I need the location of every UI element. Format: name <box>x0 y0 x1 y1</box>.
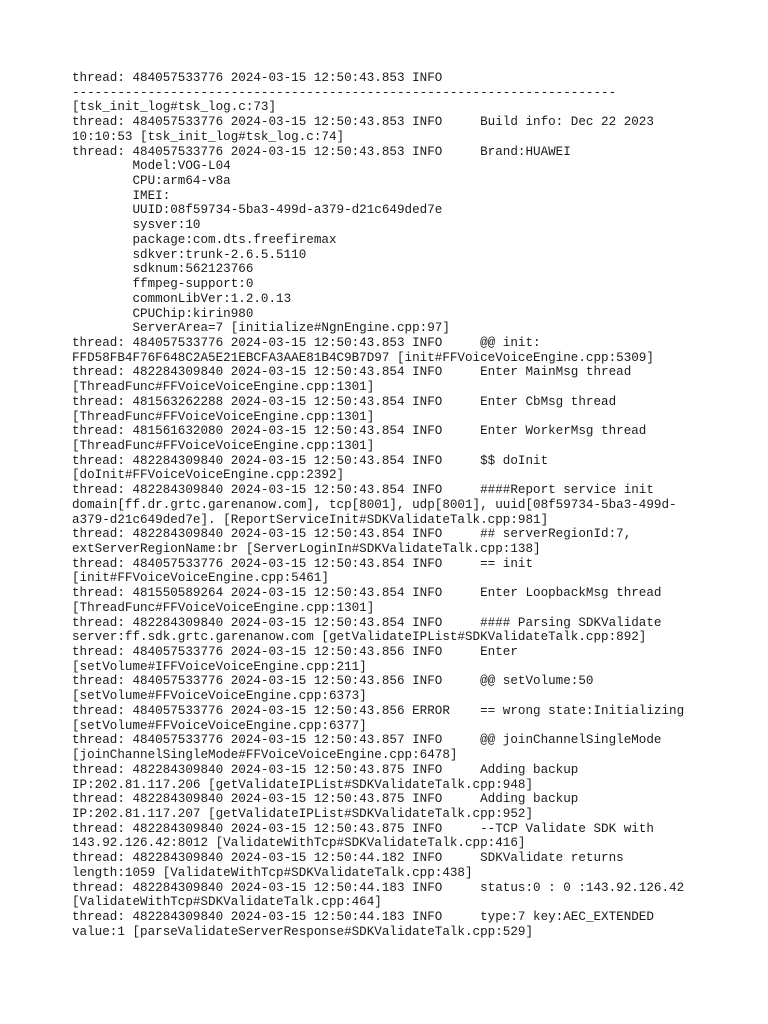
log-line: thread: 484057533776 2024-03-15 12:50:43.854 INFO == init <box>72 556 534 571</box>
log-line: thread: 481563262288 2024-03-15 12:50:43.854 INFO Enter CbMsg thread <box>72 394 617 409</box>
log-line: [tsk_init_log#tsk_log.c:73] <box>72 100 277 115</box>
log-line: ffmpeg-support:0 <box>72 277 254 292</box>
log-line: thread: 482284309840 2024-03-15 12:50:44.183 INFO type:7 key:AEC_EXTENDED <box>72 909 654 924</box>
log-line: thread: 482284309840 2024-03-15 12:50:43.875 INFO --TCP Validate SDK with <box>72 821 654 836</box>
log-line: package:com.dts.freefiremax <box>72 232 337 247</box>
log-line: thread: 484057533776 2024-03-15 12:50:43.856 INFO @@ setVolume:50 <box>72 674 594 689</box>
log-line: extServerRegionName:br [ServerLoginIn#SDKValidateTalk.cpp:138] <box>72 542 541 556</box>
log-line: thread: 481550589264 2024-03-15 12:50:43.854 INFO Enter LoopbackMsg thread <box>72 586 662 601</box>
log-line: [ValidateWithTcp#SDKValidateTalk.cpp:464] <box>72 895 382 910</box>
log-text-block <box>72 71 762 954</box>
log-line: [ThreadFunc#FFVoiceVoiceEngine.cpp:1301] <box>72 380 375 395</box>
log-line: thread: 482284309840 2024-03-15 12:50:44.182 INFO SDKValidate returns <box>72 851 624 866</box>
log-line: [setVolume#IFFVoiceVoiceEngine.cpp:211] <box>72 659 367 674</box>
log-line: thread: 482284309840 2024-03-15 12:50:43.854 INFO Enter MainMsg thread <box>72 365 632 380</box>
log-line: IMEI: <box>72 188 171 203</box>
log-line: thread: 482284309840 2024-03-15 12:50:44.183 INFO status:0 : 0 :143.92.126.42 <box>72 880 685 895</box>
log-line: sdknum:562123766 <box>72 262 254 277</box>
log-line: [joinChannelSingleMode#FFVoiceVoiceEngine.cpp:6478] <box>72 748 458 763</box>
log-line: a379-d21c649ded7e]. [ReportServiceInit#SDKValidateTalk.cpp:981] <box>72 512 549 527</box>
log-line: thread: 482284309840 2024-03-15 12:50:43.875 INFO Adding backup <box>72 762 579 777</box>
log-line <box>72 939 762 954</box>
log-line: sysver:10 <box>72 218 201 233</box>
log-line: thread: 482284309840 2024-03-15 12:50:43.875 INFO Adding backup <box>72 792 579 807</box>
log-line: thread: 484057533776 2024-03-15 12:50:43.857 INFO @@ joinChannelSingleMode <box>72 733 662 748</box>
log-line: Model:VOG-L04 <box>72 159 231 174</box>
log-line: 143.92.126.42:8012 [ValidateWithTcp#SDKValidateTalk.cpp:416] <box>72 836 526 851</box>
log-line: 10:10:53 [tsk_init_log#tsk_log.c:74] <box>72 129 345 144</box>
log-line: server:ff.sdk.grtc.garenanow.com [getValidateIPList#SDKValidateTalk.cpp:892] <box>72 630 647 645</box>
log-line: thread: 484057533776 2024-03-15 12:50:43.853 INFO Build info: Dec 22 2023 <box>72 115 654 130</box>
log-line: CPUChip:kirin980 <box>72 306 254 321</box>
log-line: thread: 484057533776 2024-03-15 12:50:43.853 INFO Brand:HUAWEI <box>72 144 571 159</box>
log-line: thread: 482284309840 2024-03-15 12:50:43.854 INFO $$ doInit <box>72 453 549 468</box>
log-separator: ------------------------------------------------------------------------ <box>72 85 617 100</box>
log-line: IP:202.81.117.207 [getValidateIPList#SDKValidateTalk.cpp:952] <box>72 806 534 821</box>
log-line: length:1059 [ValidateWithTcp#SDKValidateTalk.cpp:438] <box>72 865 473 880</box>
log-line: UUID:08f59734-5ba3-499d-a379-d21c649ded7e <box>72 203 443 218</box>
log-line: [ThreadFunc#FFVoiceVoiceEngine.cpp:1301] <box>72 438 375 453</box>
log-line: value:1 [parseValidateServerResponse#SDKValidateTalk.cpp:529] <box>72 924 534 939</box>
log-line: [init#FFVoiceVoiceEngine.cpp:5461] <box>72 571 329 586</box>
log-line: [doInit#FFVoiceVoiceEngine.cpp:2392] <box>72 468 345 483</box>
log-line: thread: 482284309840 2024-03-15 12:50:43.854 INFO ## serverRegionId:7, <box>72 527 632 542</box>
log-line: thread: 484057533776 2024-03-15 12:50:43.853 INFO @@ init: <box>72 335 541 350</box>
log-line: [ThreadFunc#FFVoiceVoiceEngine.cpp:1301] <box>72 600 375 615</box>
log-line: commonLibVer:1.2.0.13 <box>72 291 292 306</box>
log-line: [ThreadFunc#FFVoiceVoiceEngine.cpp:1301] <box>72 409 375 424</box>
log-line: domain[ff.dr.grtc.garenanow.com], tcp[8001], udp[8001], uuid[08f59734-5ba3-499d- <box>72 497 677 512</box>
log-line: ServerArea=7 [initialize#NgnEngine.cpp:97] <box>72 321 450 336</box>
log-line: thread: 481561632080 2024-03-15 12:50:43.854 INFO Enter WorkerMsg thread <box>72 424 647 439</box>
log-line: sdkver:trunk-2.6.5.5110 <box>72 247 307 262</box>
log-line: thread: 482284309840 2024-03-15 12:50:43.854 INFO #### Parsing SDKValidate <box>72 615 662 630</box>
log-line: thread: 484057533776 2024-03-15 12:50:43.853 INFO <box>72 71 443 85</box>
log-line: IP:202.81.117.206 [getValidateIPList#SDKValidateTalk.cpp:948] <box>72 777 534 792</box>
log-line: [setVolume#FFVoiceVoiceEngine.cpp:6377] <box>72 718 367 733</box>
log-line: thread: 482284309840 2024-03-15 12:50:43.854 INFO ####Report service init <box>72 483 654 498</box>
log-line: thread: 484057533776 2024-03-15 12:50:43.856 INFO Enter <box>72 645 518 660</box>
log-line: CPU:arm64-v8a <box>72 174 231 189</box>
log-line: [setVolume#FFVoiceVoiceEngine.cpp:6373] <box>72 689 367 704</box>
log-line-error: thread: 484057533776 2024-03-15 12:50:43.856 ERROR == wrong state:Initializing <box>72 703 685 718</box>
log-line: FFD58FB4F76F648C2A5E21EBCFA3AAE81B4C9B7D97 [init#FFVoiceVoiceEngine.cpp:5309] <box>72 350 654 365</box>
